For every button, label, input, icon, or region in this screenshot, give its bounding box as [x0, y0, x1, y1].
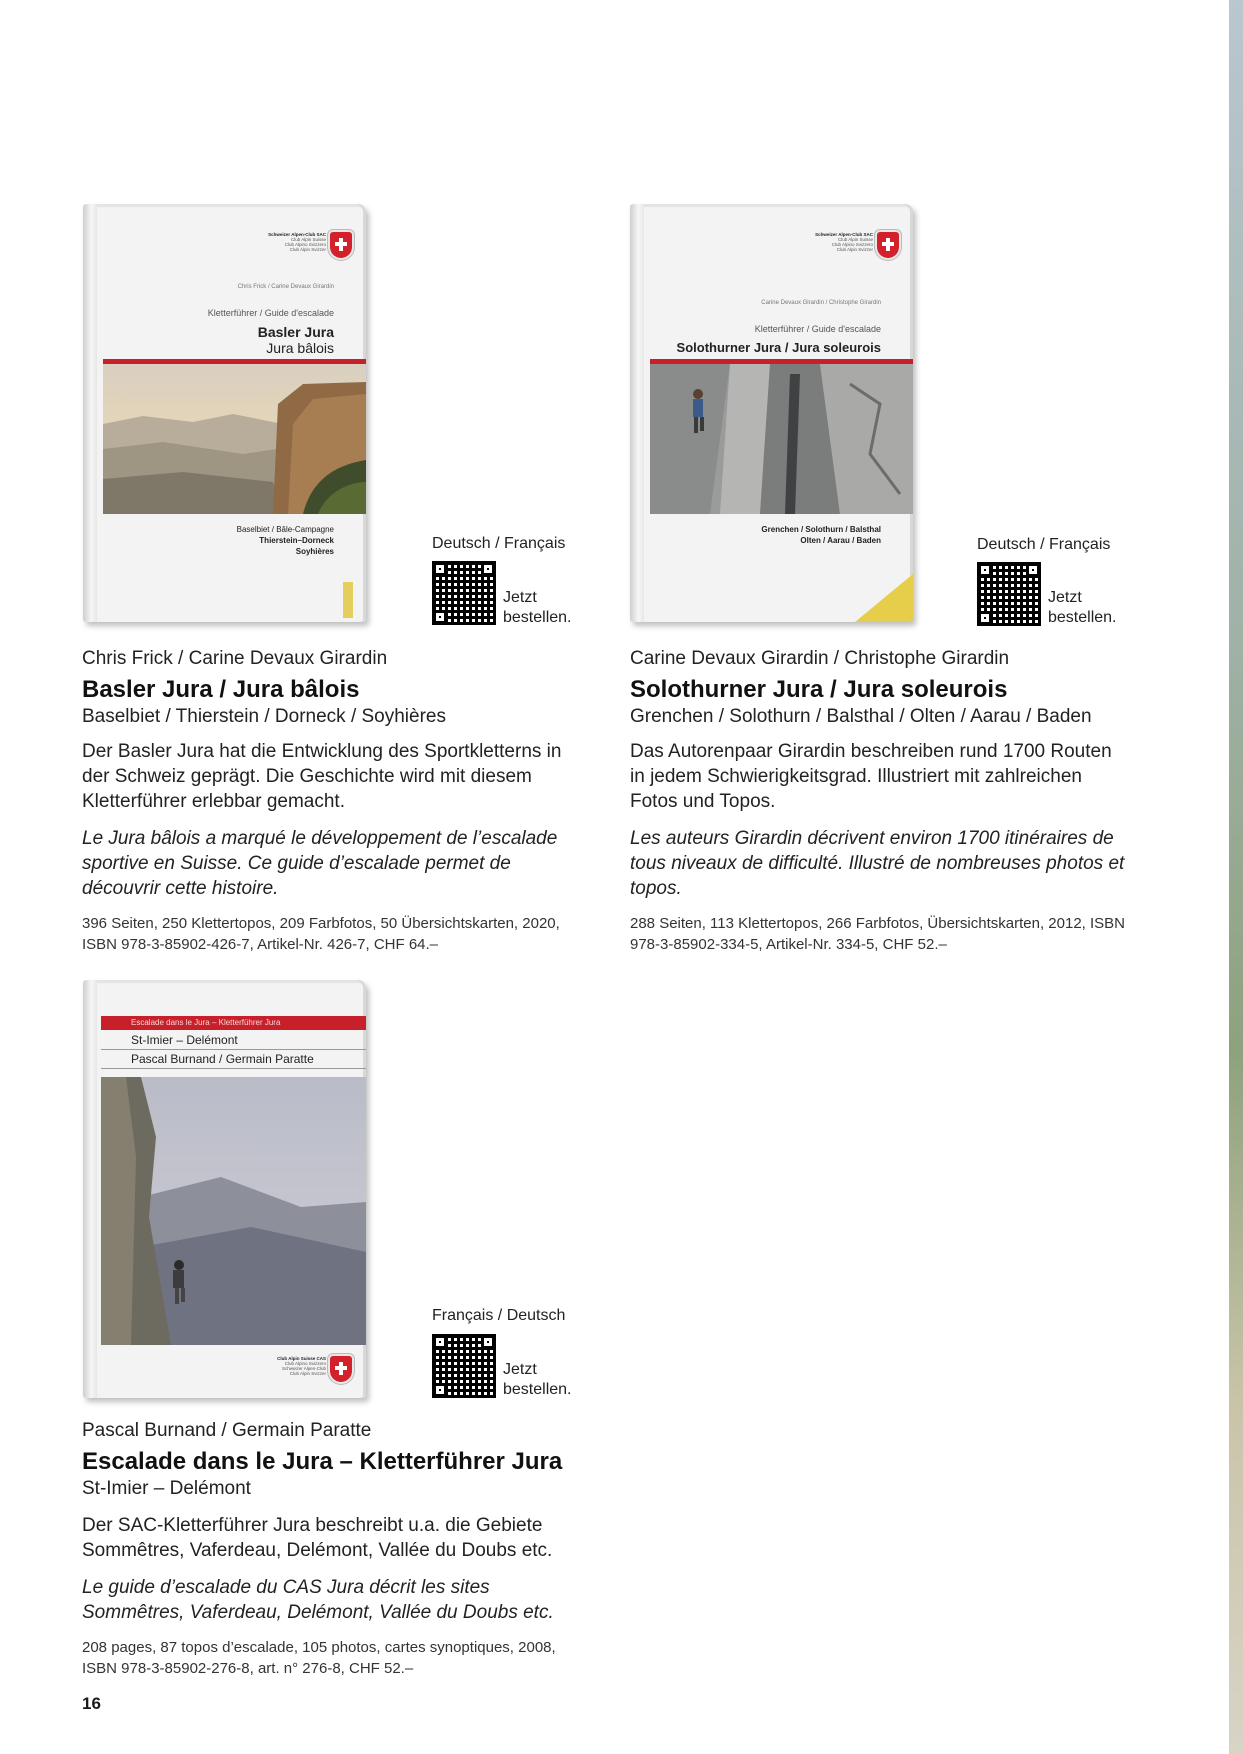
language-label: Deutsch / Français	[432, 535, 566, 552]
cover-divider	[101, 1049, 366, 1050]
book-details: 288 Seiten, 113 Klettertopos, 266 Farbfotos, Übersichtskarten, 2012, ISBN 978-3-85902-334-5, Artikel-Nr. 334-5, CHF 52.–	[630, 915, 1126, 953]
cover-banner: Escalade dans le Jura – Kletterführer Jura	[101, 1016, 366, 1030]
cover-authors: Pascal Burnand / Germain Paratte	[131, 1052, 314, 1066]
cover-subtitle: Jura bâlois	[266, 340, 334, 356]
book-subtitle: Grenchen / Solothurn / Balsthal / Olten / Aarau / Baden	[630, 706, 1092, 727]
cover-title: St-Imier – Delémont	[131, 1033, 238, 1047]
order-link[interactable]: Jetzt bestellen.	[503, 589, 572, 626]
description-french: Le Jura bâlois a marqué le développement de l’escalade sportive en Suisse. Ce guide d’escalade permet de découvrir cette histoire.	[82, 828, 558, 899]
book-details: 396 Seiten, 250 Klettertopos, 209 Farbfotos, 50 Übersichtskarten, 2020, ISBN 978-3-85902-426-7, Artikel-Nr. 426-7, CHF 64.–	[82, 915, 560, 953]
book-title: Escalade dans le Jura – Kletterführer Jura	[82, 1448, 563, 1475]
cover-divider	[101, 1068, 366, 1069]
book-cover-solothurner-jura[interactable]	[630, 204, 913, 622]
qr-code-icon[interactable]	[978, 563, 1040, 625]
book-subtitle: Baselbiet / Thierstein / Dorneck / Soyhières	[82, 706, 446, 727]
page-number: 16	[82, 1694, 101, 1713]
page-edge-photo-strip	[1229, 0, 1243, 1754]
sac-logo: Schweizer Alpen-Club SAC Club Alpin Suisse Club Alpino Svizzero Club Alpin Svizzer	[815, 232, 899, 258]
book-authors: Pascal Burnand / Germain Paratte	[82, 1420, 372, 1441]
order-link[interactable]: Jetzt bestellen.	[503, 1361, 572, 1398]
qr-code-icon[interactable]	[433, 562, 495, 624]
cover-corner-badge	[855, 574, 913, 622]
language-label: Deutsch / Français	[977, 536, 1111, 553]
book-title: Solothurner Jura / Jura soleurois	[630, 676, 1008, 703]
book-cover-escalade-jura[interactable]	[83, 980, 366, 1398]
cover-title: Basler Jura	[257, 324, 334, 340]
language-label: Français / Deutsch	[432, 1307, 566, 1324]
book-title: Basler Jura / Jura bâlois	[82, 676, 360, 703]
cover-series: Kletterführer / Guide d'escalade	[207, 308, 334, 318]
cover-regions: Grenchen / Solothurn / Balsthal Olten / Aarau / Baden	[761, 525, 881, 545]
description-french: Le guide d’escalade du CAS Jura décrit les sites Sommêtres, Vaferdeau, Delémont, Vallée du Doubs etc.	[82, 1577, 554, 1623]
book-subtitle: St-Imier – Delémont	[82, 1478, 251, 1499]
book-authors: Chris Frick / Carine Devaux Girardin	[82, 648, 388, 669]
description-french: Les auteurs Girardin décrivent environ 1700 itinéraires de tous niveaux de difficulté. Illustré de nombreuses photos et topos.	[630, 828, 1125, 899]
cover-authors: Carine Devaux Girardin / Christophe Girardin	[761, 300, 881, 306]
swiss-cross-icon	[330, 1356, 352, 1382]
cover-photo-landscape	[103, 364, 366, 514]
qr-code-icon[interactable]	[433, 1335, 495, 1397]
book-authors: Carine Devaux Girardin / Christophe Girardin	[630, 648, 1010, 669]
cover-photo-climber	[650, 364, 913, 514]
cover-photo-climber-valley	[101, 1077, 366, 1345]
book-details: 208 pages, 87 topos d’escalade, 105 photos, cartes synoptiques, 2008, ISBN 978-3-85902-276-8, art. n° 276-8, CHF 52.–	[82, 1639, 556, 1677]
cover-regions: Baselbiet / Bâle-Campagne Thierstein–Dorneck Soyhières	[236, 525, 334, 556]
cover-title: Solothurner Jura / Jura soleurois	[676, 340, 881, 355]
sac-logo: Schweizer Alpen-Club SAC Club Alpin Suisse Club Alpino Svizzero Club Alpin Svizzer	[268, 232, 352, 258]
book-spine	[630, 204, 644, 622]
cas-logo: Club Alpin Suisse CAS Club Alpino Svizzero Schweizer Alpen-Club Club Alpin Svizzer	[277, 1356, 352, 1382]
description-german: Der Basler Jura hat die Entwicklung des Sportkletterns in der Schweiz geprägt. Die Geschichte wird mit diesem Kletterführer erlebbar gemacht.	[82, 741, 562, 812]
book-cover-basler-jura[interactable]	[83, 204, 366, 622]
swiss-cross-icon	[877, 232, 899, 258]
cover-series: Kletterführer / Guide d'escalade	[754, 324, 881, 334]
description-german: Das Autorenpaar Girardin beschreiben rund 1700 Routen in jedem Schwierigkeitsgrad. Illustriert mit zahlreichen Fotos und Topos.	[630, 741, 1112, 812]
cover-corner-tag	[343, 582, 353, 618]
cover-authors: Chris Frick / Carine Devaux Girardin	[237, 284, 334, 290]
book-spine	[83, 980, 97, 1398]
swiss-cross-icon	[330, 232, 352, 258]
book-spine	[83, 204, 97, 622]
order-link[interactable]: Jetzt bestellen.	[1048, 589, 1117, 626]
description-german: Der SAC-Kletterführer Jura beschreibt u.a. die Gebiete Sommêtres, Vaferdeau, Delémont, Vallée du Doubs etc.	[82, 1515, 553, 1561]
